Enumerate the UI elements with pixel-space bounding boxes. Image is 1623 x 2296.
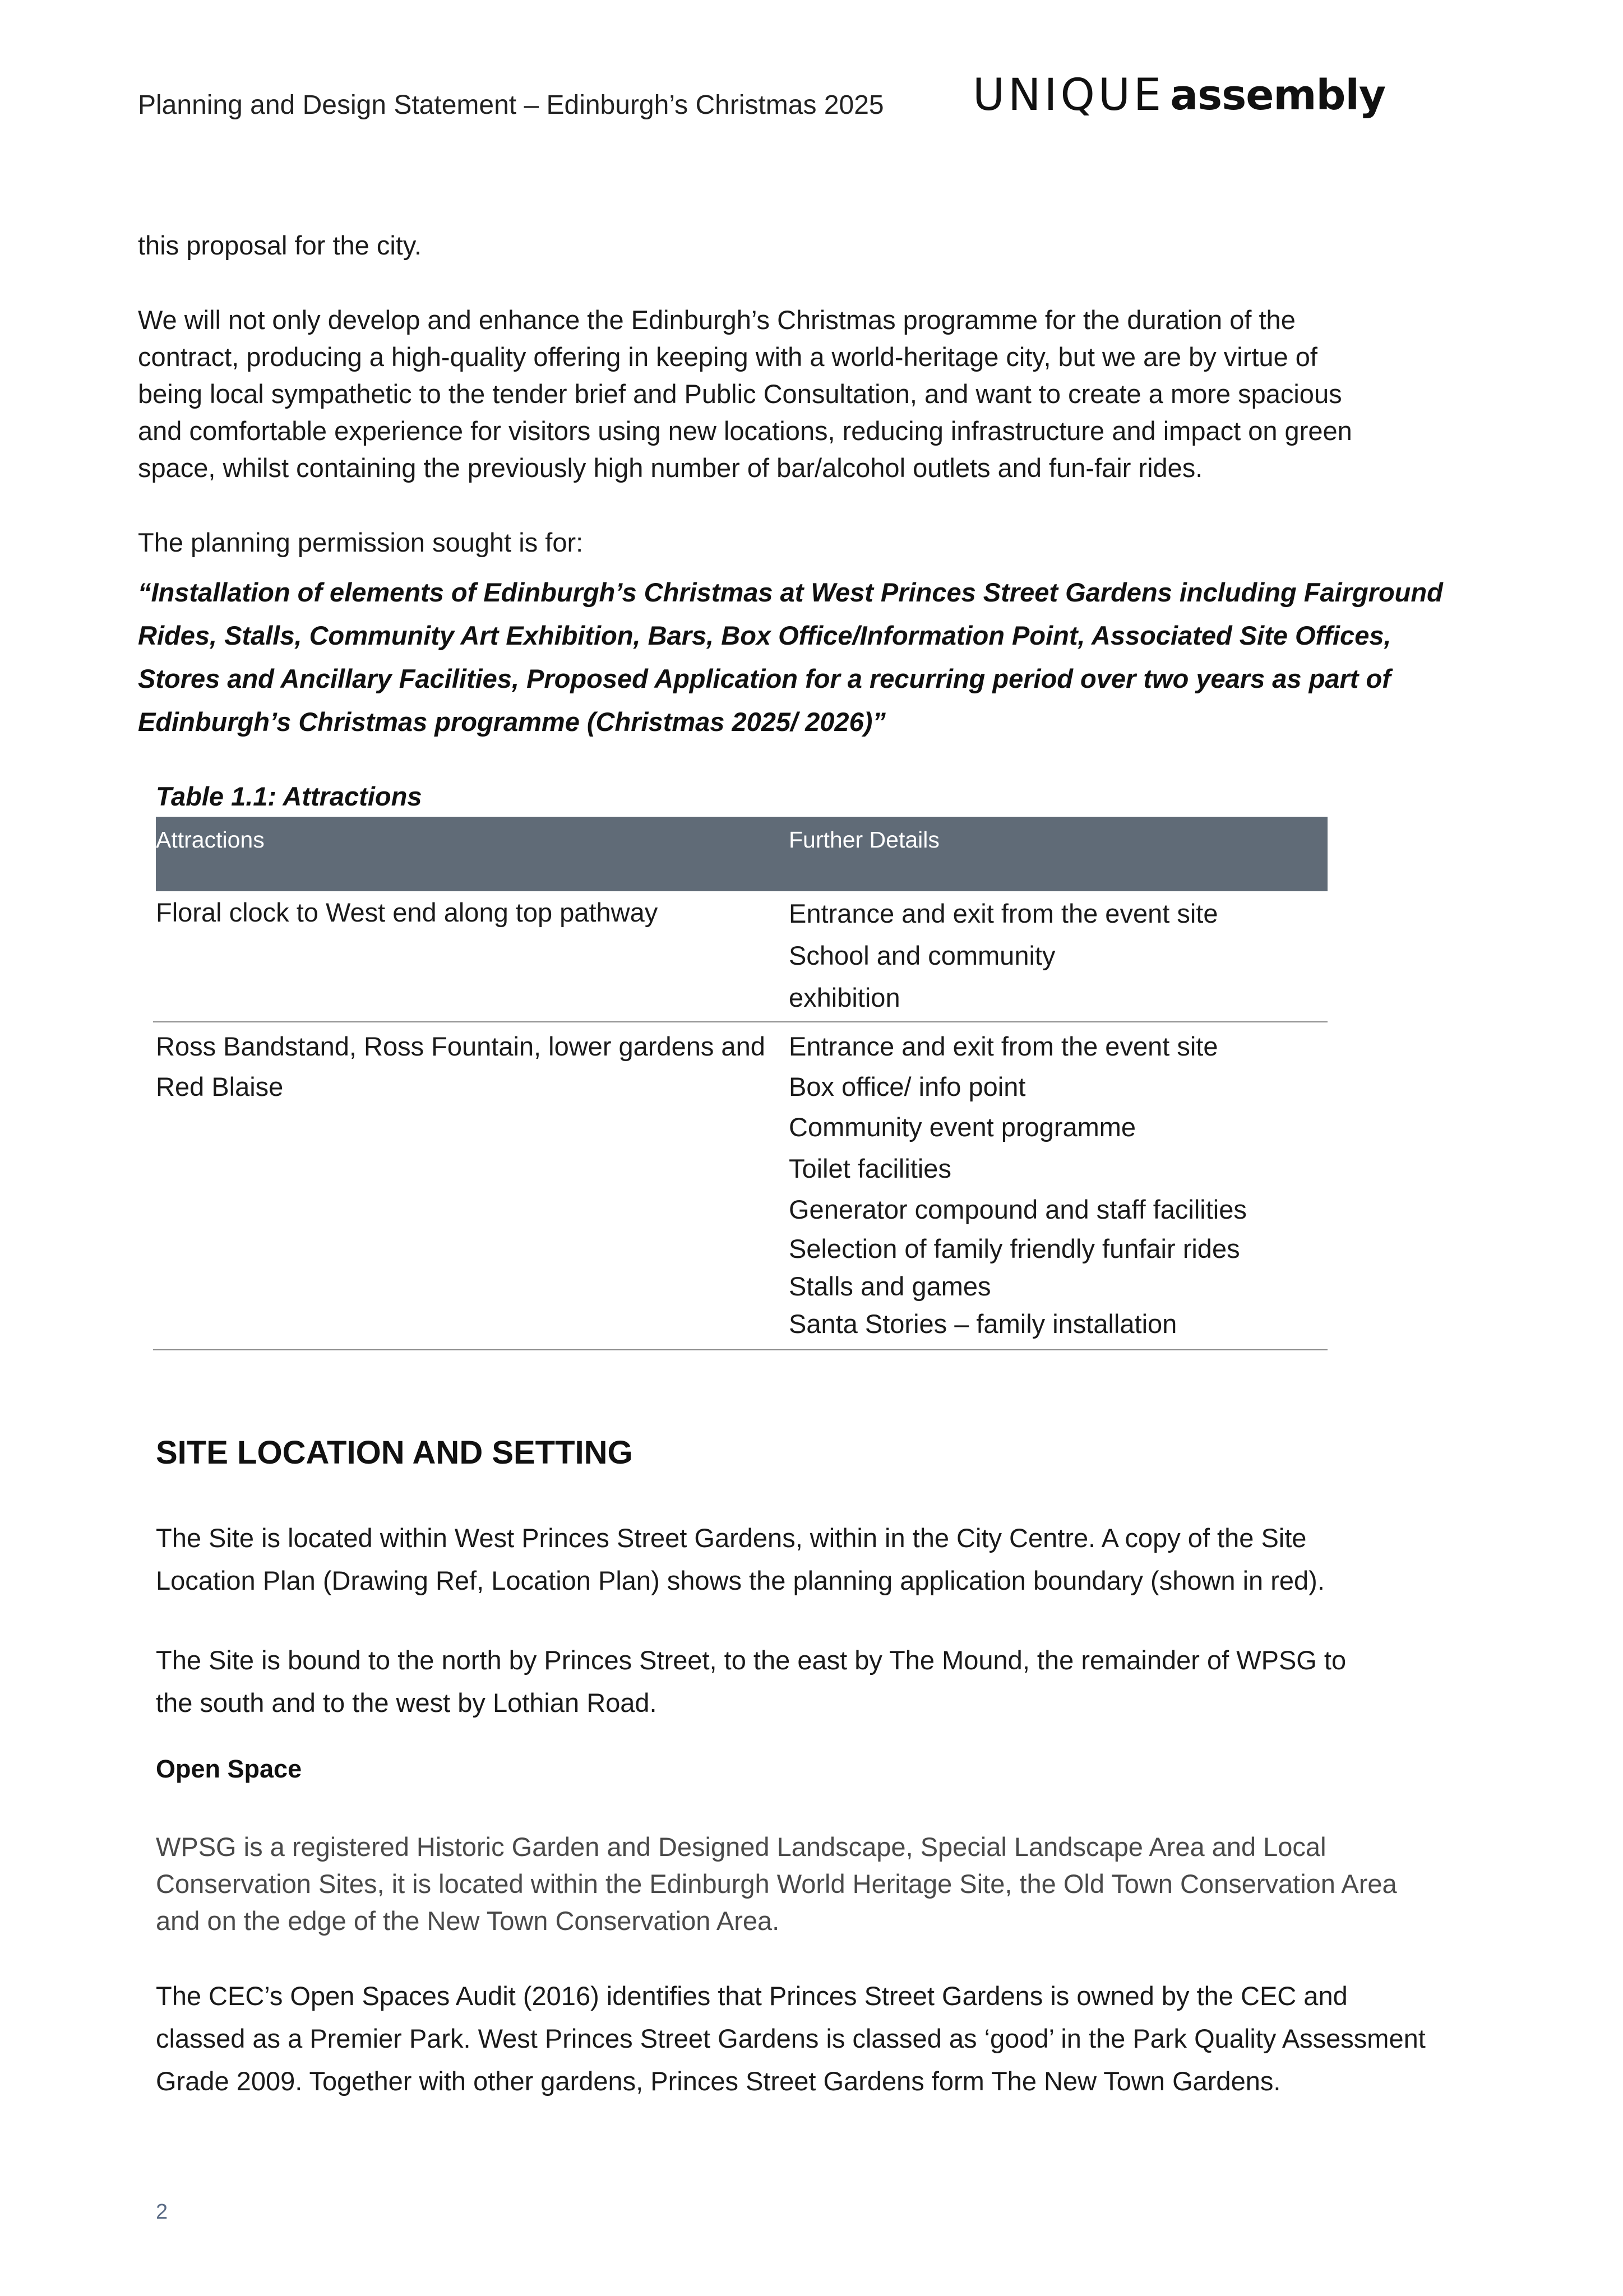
- paragraph-line: WPSG is a registered Historic Garden and Designed Landscape, Special Landscape Area and Local: [156, 1832, 1326, 1862]
- paragraph-line: The CEC’s Open Spaces Audit (2016) identifies that Princes Street Gardens is owned by the CEC and: [156, 1981, 1348, 2011]
- table-caption: Table 1.1: Attractions: [156, 781, 422, 811]
- quote-line: Edinburgh’s Christmas programme (Christmas 2025/ 2026)”: [138, 707, 886, 737]
- detail-item: Community event programme: [789, 1112, 1136, 1142]
- detail-item: exhibition: [789, 983, 900, 1012]
- table-header-further-details: Further Details: [789, 827, 940, 853]
- page-number: 2: [156, 2200, 168, 2224]
- permission-sought-label: The planning permission sought is for:: [138, 527, 584, 557]
- detail-item: Entrance and exit from the event site: [789, 1031, 1218, 1061]
- paragraph-line: Location Plan (Drawing Ref, Location Plan) shows the planning application boundary (shown in red).: [156, 1566, 1325, 1595]
- logo-text-assembly: assembly: [1170, 71, 1386, 119]
- permission-quote: [138, 571, 1472, 743]
- table-cell-details: [789, 1026, 1327, 1343]
- paragraph-line: Conservation Sites, it is located within the Edinburgh World Heritage Site, the Old Town Conservation Area: [156, 1869, 1397, 1899]
- quote-line: Rides, Stalls, Community Art Exhibition, Bars, Box Office/Information Point, Associated Site Offices,: [138, 621, 1391, 650]
- paragraph-line: Grade 2009. Together with other gardens, Princes Street Gardens form The New Town Gardens.: [156, 2066, 1281, 2096]
- paragraph-line: being local sympathetic to the tender brief and Public Consultation, and want to create a more spacious: [138, 379, 1342, 409]
- logo-text-unique: UNIQUE: [973, 70, 1165, 121]
- paragraph-line: contract, producing a high-quality offering in keeping with a world-heritage city, but we are by virtue of: [138, 342, 1317, 372]
- header-title: Planning and Design Statement – Edinburgh’s Christmas 2025: [138, 90, 884, 120]
- paragraph-line: the south and to the west by Lothian Road.: [156, 1688, 657, 1718]
- detail-item: Entrance and exit from the event site: [789, 899, 1218, 928]
- section-heading: SITE LOCATION AND SETTING: [156, 1434, 633, 1471]
- table-header-row: [156, 817, 1328, 891]
- table-cell-attraction: [156, 1026, 784, 1107]
- paragraph-line: and on the edge of the New Town Conservation Area.: [156, 1906, 780, 1936]
- paragraph-line: We will not only develop and enhance the Edinburgh’s Christmas programme for the duration of the: [138, 305, 1296, 335]
- cell-line: Red Blaise: [156, 1072, 284, 1101]
- paragraph-line: The Site is bound to the north by Princes Street, to the east by The Mound, the remainder of WPSG to: [156, 1645, 1347, 1675]
- table-cell-attraction: [156, 892, 784, 933]
- detail-item: School and community: [789, 941, 1056, 970]
- paragraph-line: and comfortable experience for visitors using new locations, reducing infrastructure and impact on green: [138, 416, 1352, 446]
- paragraph-line: The Site is located within West Princes Street Gardens, within in the City Centre. A copy of the Site: [156, 1523, 1307, 1553]
- open-space-subheading: Open Space: [156, 1755, 302, 1783]
- table-header-attractions: Attractions: [156, 827, 265, 853]
- cell-line: Floral clock to West end along top pathway: [156, 897, 658, 927]
- cell-line: Ross Bandstand, Ross Fountain, lower gardens and: [156, 1031, 765, 1061]
- table-cell-details: [789, 892, 1327, 1019]
- site-boundary-paragraph: [156, 1639, 1440, 1724]
- quote-line: Stores and Ancillary Facilities, Proposed Application for a recurring period over two years as part of: [138, 664, 1391, 693]
- detail-item: Stalls and games: [789, 1271, 991, 1301]
- detail-item: Selection of family friendly funfair rides: [789, 1234, 1240, 1263]
- detail-item: Toilet facilities: [789, 1154, 951, 1183]
- detail-item: Generator compound and staff facilities: [789, 1195, 1247, 1224]
- detail-item: Santa Stories – family installation: [789, 1309, 1177, 1339]
- paragraph-line: space, whilst containing the previously high number of bar/alcohol outlets and fun-fair rides.: [138, 453, 1203, 483]
- site-location-paragraph: [156, 1517, 1440, 1602]
- heritage-paragraph: [156, 1829, 1473, 1939]
- table-row-divider: [153, 1021, 1328, 1022]
- unique-assembly-logo: [973, 70, 1385, 121]
- intro-paragraph: [138, 302, 1444, 487]
- paragraph-line: classed as a Premier Park. West Princes Street Gardens is classed as ‘good’ in the Park Quality Assessment: [156, 2024, 1426, 2053]
- open-spaces-audit-paragraph: [156, 1975, 1479, 2103]
- continuation-text: this proposal for the city.: [138, 230, 422, 260]
- detail-item: Box office/ info point: [789, 1072, 1026, 1101]
- table-bottom-rule: [153, 1349, 1328, 1350]
- quote-line: “Installation of elements of Edinburgh’s Christmas at West Princes Street Gardens including Fairground: [138, 577, 1443, 607]
